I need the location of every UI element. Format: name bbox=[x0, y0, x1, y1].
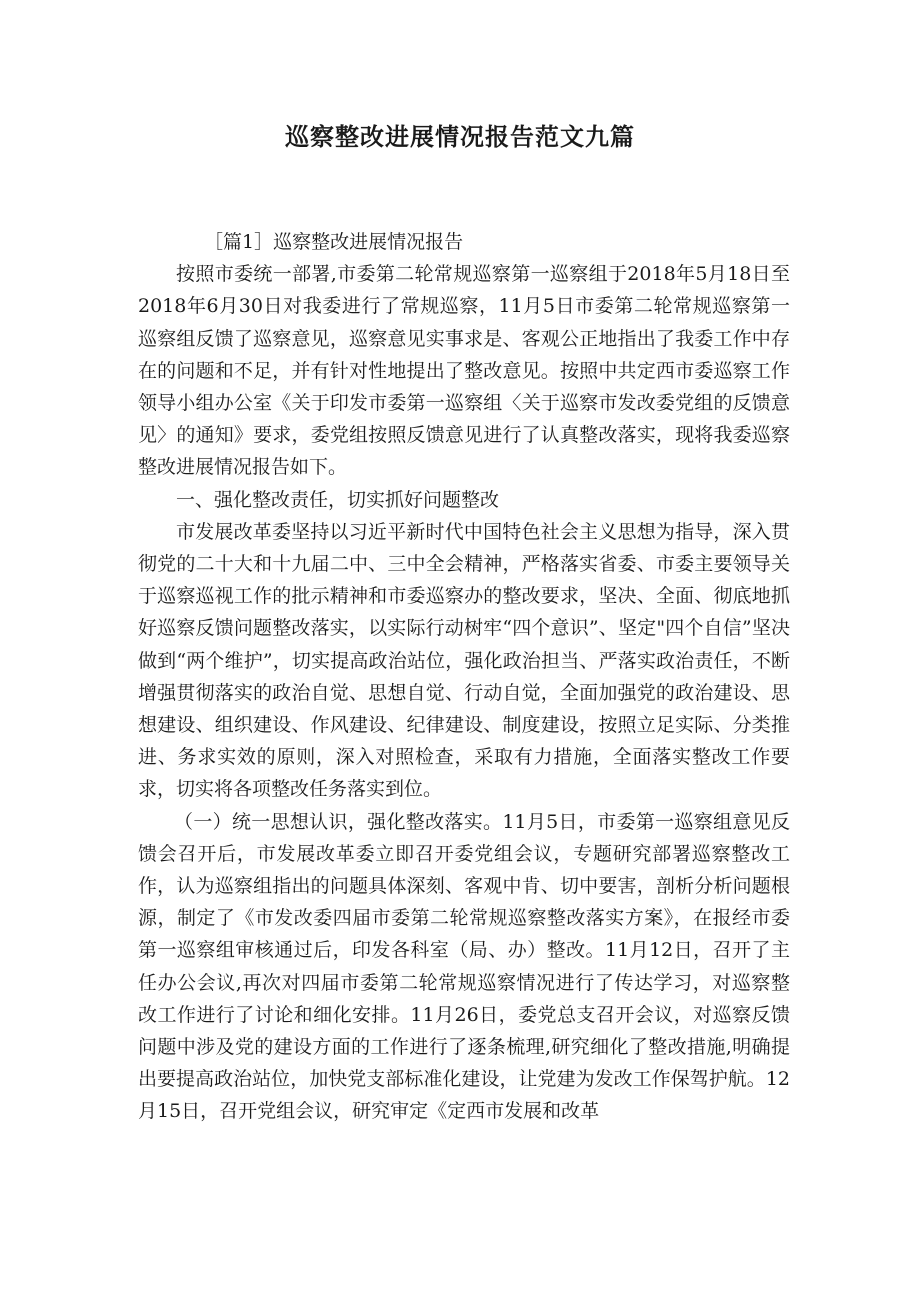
section-heading-2: 一、强化整改责任，切实抓好问题整改 bbox=[176, 488, 500, 511]
document-body bbox=[138, 226, 790, 1128]
paragraph-intro: 按照市委统一部署,市委第二轮常规巡察第一巡察组于2018年5月18日至2018年6月30日对我委进行了常规巡察，11月5日市委第二轮常规巡察第一巡察组反馈了巡察意见，巡察意见实事求是、客观公正地指出了我委工作中存在的问题和不足，并有针对性地提出了整改意见。按照中共定西市委巡察工作领导小组办公室《关于印发市委第一巡察组〈关于巡察市发改委党组的反馈意见〉的通知》要求，委党组按照反馈意见进行了认真整改落实，现将我委巡察整改进展情况报告如下。 bbox=[138, 263, 790, 479]
section-heading-1: ［篇1］巡察整改进展情况报告 bbox=[204, 231, 464, 253]
paragraph-subsection-1: （一）统一思想认识，强化整改落实。11月5日，市委第一巡察组意见反馈会召开后，市发展改革委立即召开委党组会议，专题研究部署巡察整改工作，认为巡察组指出的问题具体深刻、客观中肯、切中要害，剖析分析问题根源，制定了《市发改委四届市委第二轮常规巡察整改落实方案》，在报经市委第一巡察组审核通过后，印发各科室（局、办）整改。11月12日，召开了主任办公会议,再次对四届市委第二轮常规巡察情况进行了传达学习，对巡察整改工作进行了讨论和细化安排。11月26日，委党总支召开会议，对巡察反馈问题中涉及党的建设方面的工作进行了逐条梳理,研究细化了整改措施,明确提出要提高政治站位，加快党支部标准化建设，让党建为发改工作保驾护航。12月15日，召开党组会议，研究审定《定西市发展和改革 bbox=[138, 810, 790, 1123]
document-title: 巡察整改进展情况报告范文九篇 bbox=[285, 123, 635, 151]
paragraph-principles: 市发展改革委坚持以习近平新时代中国特色社会主义思想为指导，深入贯彻党的二十大和十九届二中、三中全会精神，严格落实省委、市委主要领导关于巡察巡视工作的批示精神和市委巡察办的整改要求，坚决、全面、彻底地抓好巡察反馈问题整改落实，以实际行动树牢“四个意识”、坚定"四个自信”坚决做到“两个维护”，切实提高政治站位，强化政治担当、严落实政治责任，不断增强贯彻落实的政治自觉、思想自觉、行动自觉，全面加强党的政治建设、思想建设、组织建设、作风建设、纪律建设、制度建设，按照立足实际、分类推进、务求实效的原则，深入对照检查，采取有力措施，全面落实整改工作要求，切实将各项整改任务落实到位。 bbox=[138, 520, 790, 801]
